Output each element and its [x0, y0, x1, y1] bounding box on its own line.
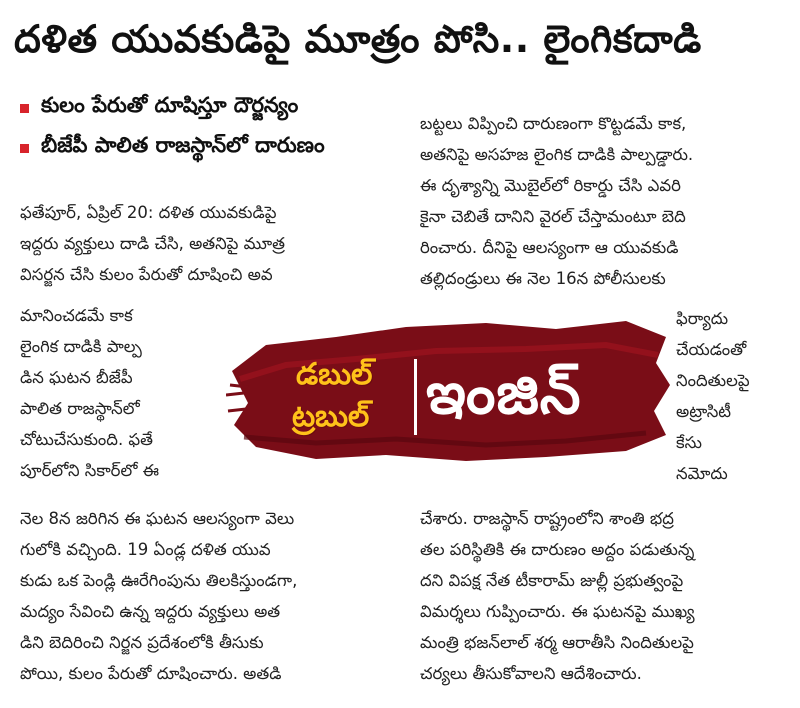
body-line: నమోదు	[676, 464, 728, 483]
body-line: అతనిపై అసహజ లైంగిక దాడికి పాల్పడ్డారు.	[420, 145, 694, 164]
body-line: లైంగిక దాడికి పాల్ప	[20, 337, 142, 356]
bullet-square-icon	[20, 104, 29, 113]
body-line: పాలిత రాజస్థాన్‌లో	[20, 399, 140, 418]
body-line: బట్టలు విప్పించి దారుణంగా కొట్టడమే కాక,	[420, 114, 687, 133]
body-line: ఈ దృశ్యాన్ని మొబైల్‌లో రికార్డు చేసి ఎవరి	[420, 176, 681, 195]
body-line: మానించడమే కాక	[20, 306, 133, 325]
body-line: ఫిర్యాదు	[676, 309, 729, 328]
body-line: చేశారు. రాజస్థాన్‌ రాష్ట్రంలోని శాంతి భద్ర	[420, 509, 674, 528]
bullet-text: కులం పేరుతో దూషిస్తూ దౌర్జన్యం	[41, 93, 299, 117]
body-line: దని విపక్ష నేత టీకారామ్‌ జుల్లీ ప్రభుత్వంపై	[420, 571, 684, 590]
body-line: అట్రాసిటీ	[676, 402, 732, 421]
body-line: డిని బెదిరించి నిర్జన ప్రదేశంలోకి తీసుకు	[20, 633, 264, 652]
body-line: గులోకి వచ్చింది. 19 ఏండ్ల దళిత యువ	[20, 540, 271, 559]
body-line: చోటుచేసుకుంది. ఫతే	[20, 430, 154, 449]
bullet-item	[20, 128, 405, 168]
bullet-square-icon	[20, 144, 29, 153]
body-line: కుడు ఒక పెండ్లి ఊరేగింపును తిలకిస్తుండగా,	[20, 571, 298, 590]
bullet-list	[20, 88, 405, 168]
double-engine-banner	[226, 315, 672, 465]
body-line: చర్యలు తీసుకోవాలని ఆదేశించారు.	[420, 664, 642, 683]
body-line: కేసు	[676, 433, 702, 452]
bullet-text: బీజేపీ పాలిత రాజస్థాన్‌లో దారుణం	[41, 133, 325, 157]
body-line: రించారు. దీనిపై ఆలస్యంగా ఆ యువకుడి	[420, 238, 679, 257]
banner-main-text: ఇంజిన్‌	[426, 359, 582, 427]
body-line: ఫతేపూర్‌, ఏప్రిల్‌ 20: దళిత యువకుడిపై	[20, 203, 277, 222]
body-line: డిన ఘటన బీజేపీ	[20, 368, 133, 387]
body-line: నిందితులపై	[676, 371, 750, 390]
body-line: విసర్జన చేసి కులం పేరుతో దూషించి అవ	[20, 265, 273, 284]
banner-divider	[414, 359, 417, 435]
body-line: తల్లిదండ్రులు ఈ నెల 16న పోలీసులకు	[420, 269, 666, 288]
headline: దళిత యువకుడిపై మూత్రం పోసి.. లైంగికదాడి	[14, 17, 702, 61]
body-line: మద్యం సేవించి ఉన్న ఇద్దరు వ్యక్తులు అత	[20, 602, 281, 621]
body-line: విమర్శలు గుప్పించారు. ఈ ఘటనపై ముఖ్య	[420, 602, 695, 621]
body-line: మంత్రి భజన్‌లాల్‌ శర్మ ఆరాతీసి నిందితులపై	[420, 633, 694, 652]
body-line: పూర్‌లోని సికార్‌లో ఈ	[20, 461, 160, 480]
body-line: కైనా చెబితే దానిని వైరల్‌ చేస్తామంటూ బెది	[420, 207, 686, 226]
bullet-item	[20, 88, 405, 128]
banner-label-double: డబుల్‌	[296, 357, 373, 392]
body-line: నెల 8న జరిగిన ఈ ఘటన ఆలస్యంగా వెలు	[20, 509, 295, 528]
body-line: పోయి, కులం పేరుతో దూషించారు. అతడి	[20, 664, 282, 683]
body-line: తల పరిస్థితికి ఈ దారుణం అద్దం పడుతున్న	[420, 540, 695, 559]
body-line: ఇద్దరు వ్యక్తులు దాడి చేసి, అతనిపై మూత్ర	[20, 234, 285, 253]
banner-label-trouble: ట్రబుల్‌	[292, 399, 370, 434]
body-line: చేయడంతో	[676, 340, 747, 359]
